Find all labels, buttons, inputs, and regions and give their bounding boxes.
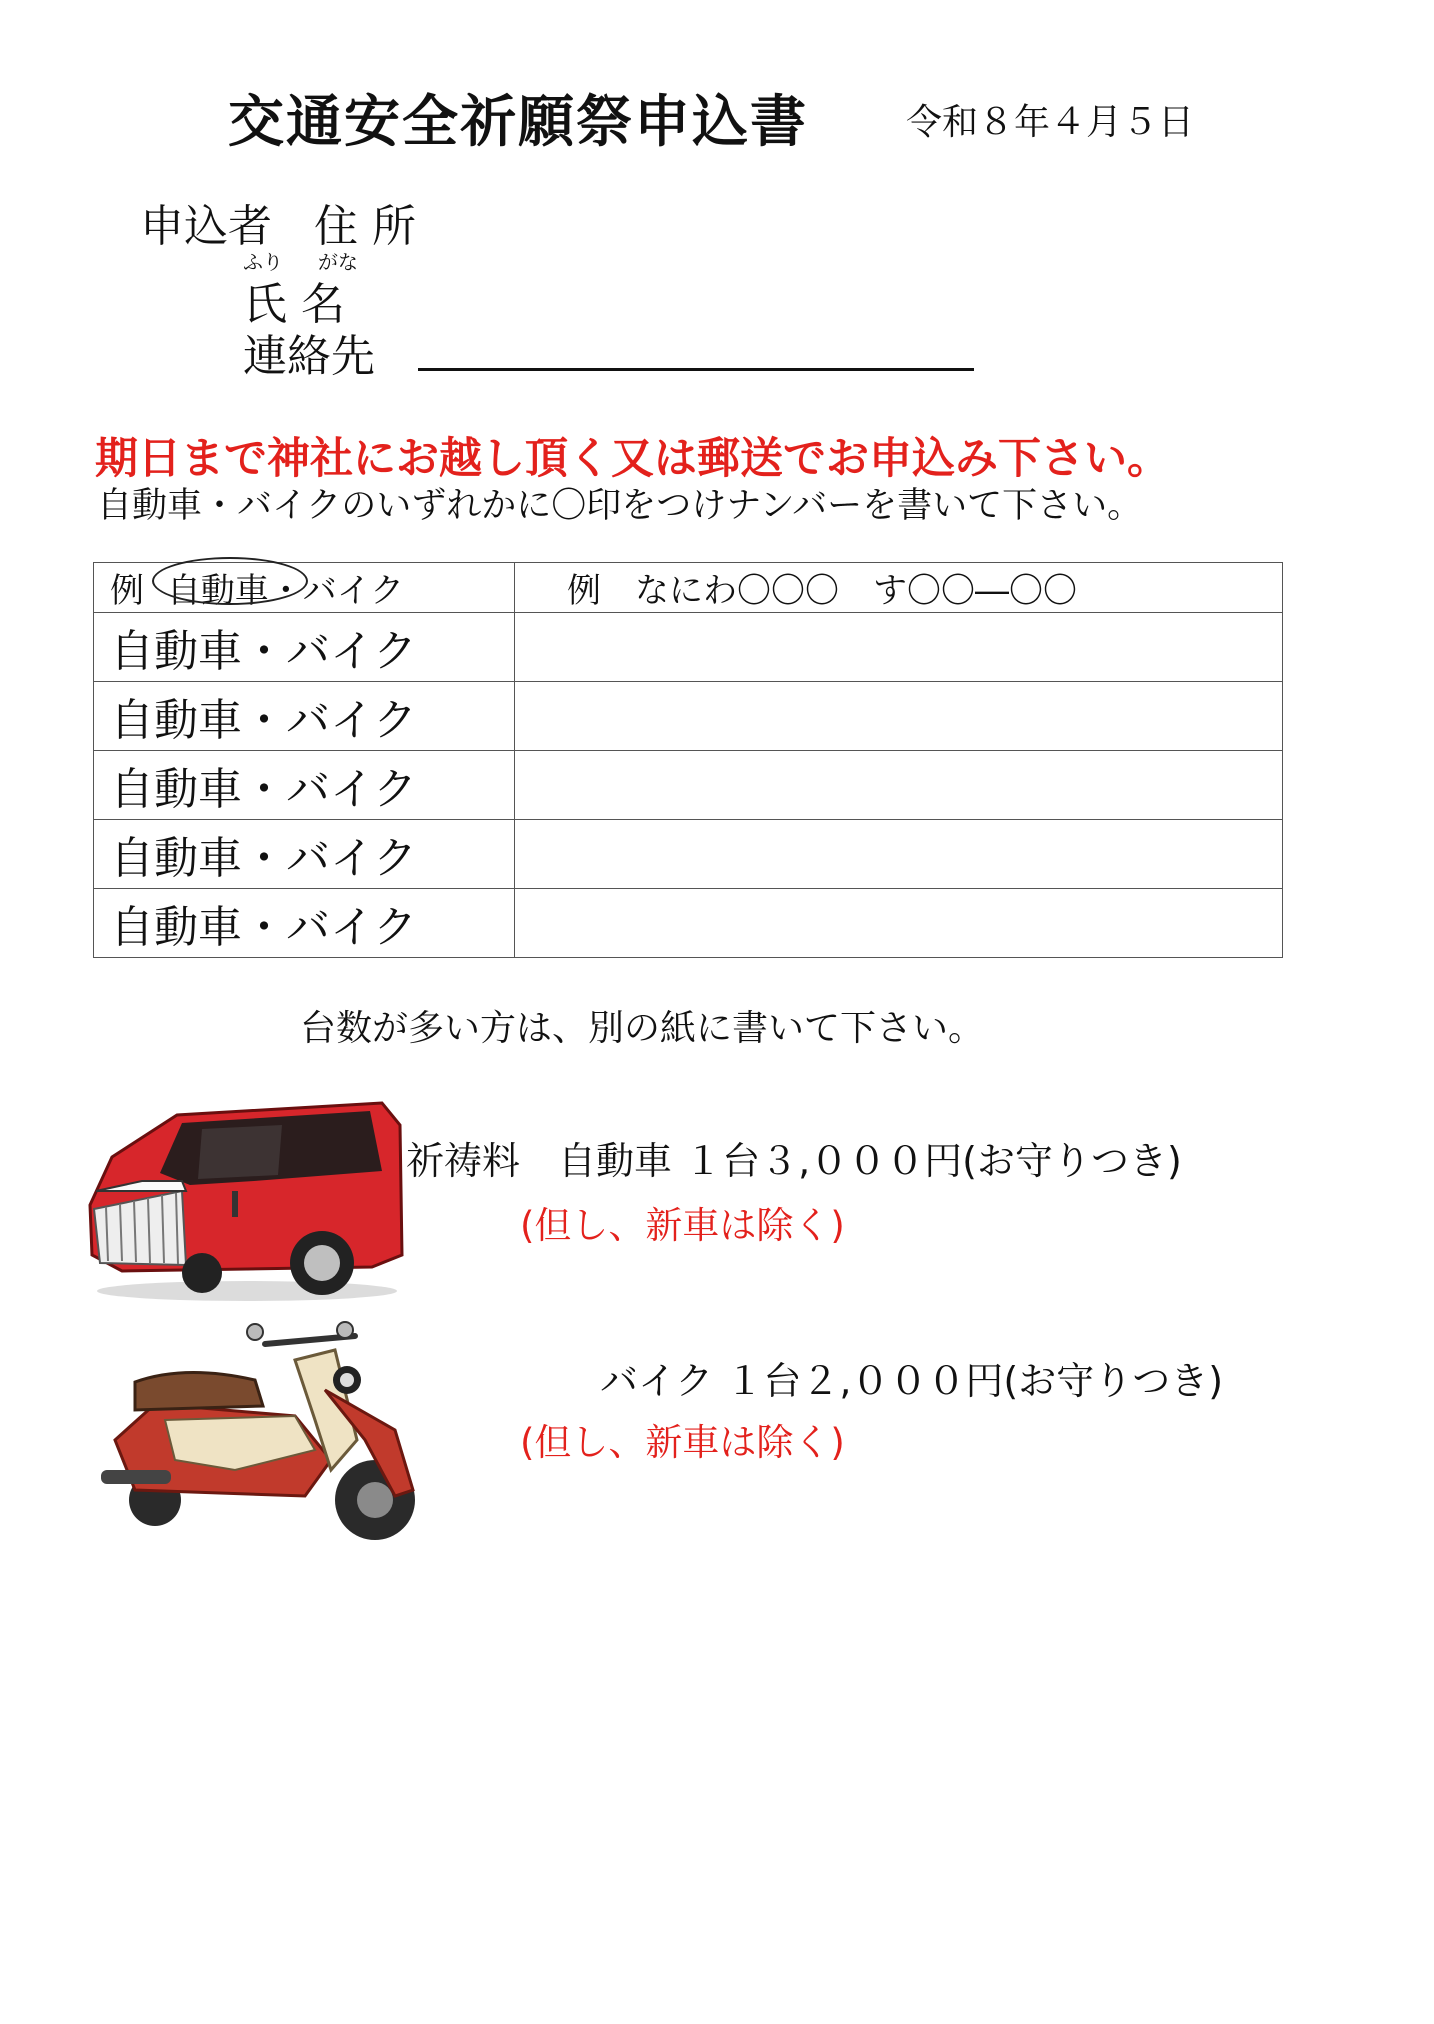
example-row bbox=[94, 563, 1283, 613]
contact-underline[interactable] bbox=[418, 368, 974, 371]
car-fee: 祈祷料 自動車 １台３,０００円(お守りつき) bbox=[406, 1139, 1182, 1183]
vehicle-type-cell[interactable]: 自動車・バイク bbox=[94, 820, 515, 889]
plate-number-cell[interactable] bbox=[515, 889, 1283, 958]
vehicle-type-cell[interactable]: 自動車・バイク bbox=[94, 751, 515, 820]
car-fee-note: (但し、新車は除く) bbox=[520, 1204, 845, 1247]
table-row bbox=[94, 820, 1283, 889]
vehicle-type-cell[interactable]: 自動車・バイク bbox=[94, 682, 515, 751]
vehicle-type-cell[interactable]: 自動車・バイク bbox=[94, 889, 515, 958]
plate-number-cell[interactable] bbox=[515, 751, 1283, 820]
example-plate: 例 なにわ〇〇〇 す〇〇―〇〇 bbox=[567, 571, 1077, 611]
furigana-gana: がな bbox=[318, 250, 358, 274]
plate-number-cell[interactable] bbox=[515, 682, 1283, 751]
plate-number-cell[interactable] bbox=[515, 820, 1283, 889]
example-circle-mark bbox=[152, 557, 308, 605]
car-illustration bbox=[82, 1085, 412, 1305]
form-date: 令和８年４月５日 bbox=[906, 102, 1195, 143]
table-row bbox=[94, 751, 1283, 820]
bike-fee: バイク １台２,０００円(お守りつき) bbox=[600, 1359, 1224, 1403]
deadline-notice: 期日まで神社にお越し頂く又は郵送でお申込み下さい。 bbox=[95, 434, 1170, 484]
table-row bbox=[94, 682, 1283, 751]
address-label: 住 所 bbox=[314, 201, 416, 252]
scooter-illustration bbox=[95, 1320, 435, 1550]
page-title: 交通安全祈願祭申込書 bbox=[228, 90, 808, 155]
example-plate-cell bbox=[515, 563, 1283, 613]
extra-vehicles-note: 台数が多い方は、別の紙に書いて下さい。 bbox=[300, 1008, 985, 1049]
example-car-label: 自動車 bbox=[166, 571, 269, 611]
furigana-furi: ふり bbox=[243, 250, 283, 274]
table-row bbox=[94, 613, 1283, 682]
instruction-text: 自動車・バイクのいずれかに〇印をつけナンバーを書いて下さい。 bbox=[97, 486, 1143, 526]
name-label: 氏 名 bbox=[243, 279, 345, 330]
bike-fee-note: (但し、新車は除く) bbox=[520, 1421, 845, 1464]
example-prefix: 例 bbox=[110, 571, 144, 611]
vehicle-type-cell[interactable]: 自動車・バイク bbox=[94, 613, 515, 682]
table-row bbox=[94, 889, 1283, 958]
plate-number-cell[interactable] bbox=[515, 613, 1283, 682]
vehicle-table bbox=[93, 562, 1283, 958]
contact-label: 連絡先 bbox=[243, 331, 375, 382]
example-vehicle-cell bbox=[94, 563, 515, 613]
example-bike-label: ・バイク bbox=[268, 571, 405, 611]
applicant-label: 申込者 bbox=[140, 201, 272, 252]
